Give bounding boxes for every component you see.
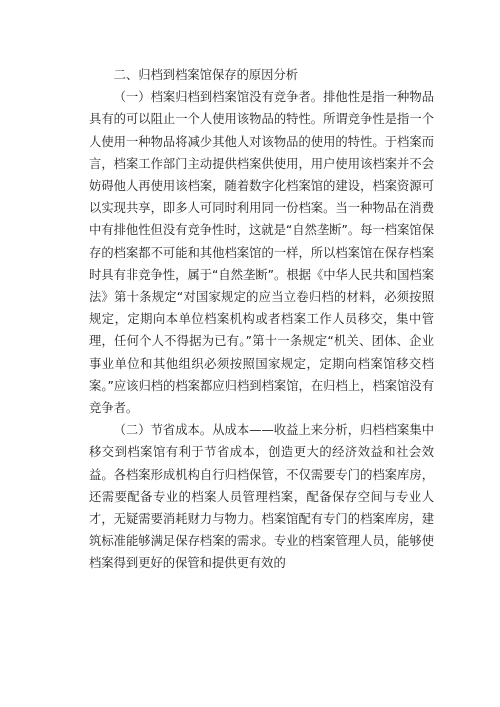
document-body [89,64,434,575]
paragraph-no-competitors: （一）档案归档到档案馆没有竞争者。排他性是指一种物品具有的可以阻止一个人使用该物品的特性。所谓竞争性是指一个人使用一种物品将减少其他人对该物品的使用的特性。于档案而言，档案工作部门主动提供档案供使用，用户使用该档案并不会妨碍他人再使用该档案，随着数字化档案馆的建设，档案资源可以实现共享，即多人可同时利用同一份档案。当一种物品在消费中有排他性但没有竞争性时，这就是“自然垄断”。每一档案馆保存的档案都不可能和其他档案馆的一样，所以档案馆在保存档案时具有非竞争性，属于“自然垄断”。根据《中华人民共和国档案法》第十条规定“对国家规定的应当立卷归档的材料，必须按照规定，定期向本单位档案机构或者档案工作人员移交，集中管理，任何个人不得据为已有。”第十一条规定“机关、团体、企业事业单位和其他组织必须按照国家规定，定期向档案馆移交档案。”应该归档的档案都应归档到档案馆，在归档上，档案馆没有竞争者。 [89,90,434,416]
section-heading: 二、归档到档案馆保存的原因分析 [113,68,299,82]
paragraph-cost-saving: （二）节省成本。从成本——收益上来分析，归档档案集中移交到档案馆有利于节省成本，创造更大的经济效益和社会效益。各档案形成机构自行归档保管，不仅需要专门的档案库房，还需要配备专业的档案人员管理档案，配备保存空间与专业人才，无疑需要消耗财力与物力。档案馆配有专门的档案库房，建筑标准能够满足保存档案的需求。专业的档案管理人员，能够使档案得到更好的保管和提供更有效的 [89,423,434,571]
